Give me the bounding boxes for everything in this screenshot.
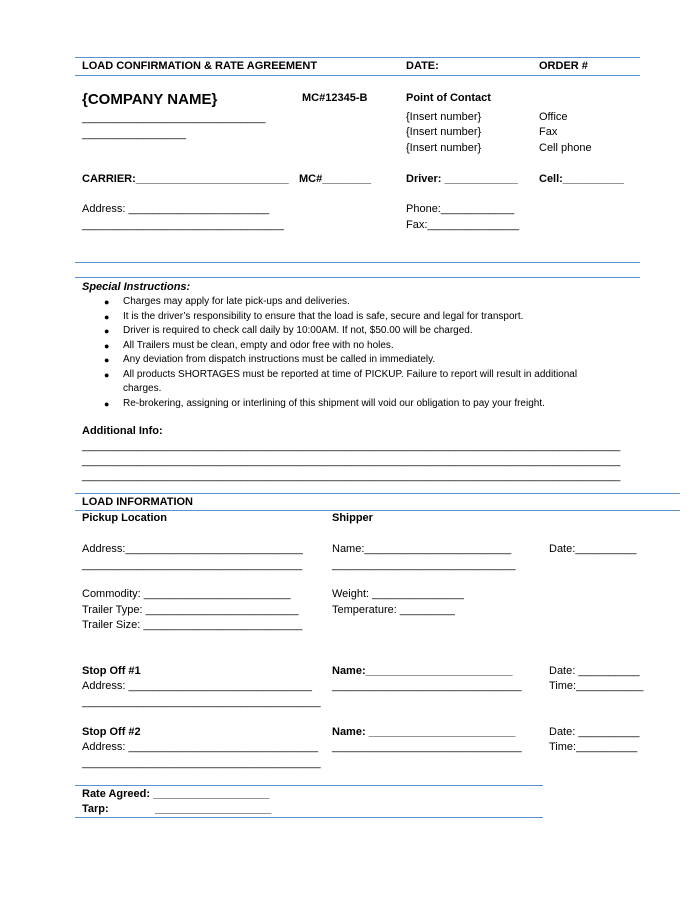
contact-fax-label: Fax	[539, 126, 558, 138]
contact-cell-number: {Insert number}	[406, 142, 482, 154]
shipper-name-line-2[interactable]: ______________________________	[332, 559, 516, 571]
header-bottom-rule	[75, 75, 640, 76]
additional-info-line-1[interactable]: ________________________________________________________________________________________	[82, 440, 621, 452]
stop-off-2-name-field[interactable]: Name: ________________________	[332, 726, 516, 738]
carrier-bottom-rule-1	[75, 262, 640, 263]
bullet-icon: ●	[104, 326, 110, 336]
bullet-icon: ●	[104, 370, 110, 380]
tarp-label: Tarp:	[82, 803, 109, 815]
contact-cell-label: Cell phone	[539, 142, 592, 154]
stop-off-1-date-field[interactable]: Date: __________	[549, 665, 640, 677]
load-info-title: LOAD INFORMATION	[82, 496, 194, 508]
stop-off-2-address-field[interactable]: Address: _______________________________	[82, 741, 319, 753]
point-of-contact-title: Point of Contact	[406, 92, 491, 104]
form-title: LOAD CONFIRMATION & RATE AGREEMENT	[82, 60, 318, 72]
shipper-name-field[interactable]: Name:________________________	[332, 543, 512, 555]
stop-off-2-time-field[interactable]: Time:__________	[549, 741, 638, 753]
instruction-item: Re-brokering, assigning or interlining of this shipment will void our obligation to pay your freight.	[123, 398, 545, 409]
company-mc-number: MC#12345-B	[302, 92, 368, 104]
pickup-address-field[interactable]: Address:_____________________________	[82, 543, 303, 555]
bullet-icon: ●	[104, 399, 110, 409]
carrier-mc-field[interactable]: MC#________	[299, 173, 372, 185]
commodity-field[interactable]: Commodity: ________________________	[82, 588, 291, 600]
trailer-size-field[interactable]: Trailer Size: __________________________	[82, 619, 303, 631]
carrier-fax-field[interactable]: Fax:_______________	[406, 219, 520, 231]
instruction-item: Driver is required to check call daily by 10:00AM. If not, $50.00 will be charged.	[123, 325, 473, 336]
header-top-rule	[75, 57, 640, 58]
stop-off-1-title: Stop Off #1	[82, 665, 141, 677]
rate-agreed-field[interactable]: Rate Agreed: ___________________	[82, 788, 270, 800]
driver-field[interactable]: Driver: ____________	[406, 173, 518, 185]
contact-fax-number: {Insert number}	[406, 126, 482, 138]
cell-field[interactable]: Cell:__________	[539, 173, 625, 185]
tarp-field[interactable]: ___________________	[155, 803, 272, 815]
company-address-line-1: ______________________________	[82, 112, 266, 124]
instruction-item: All Trailers must be clean, empty and odor free with no holes.	[123, 340, 394, 351]
bullet-icon: ●	[104, 341, 110, 351]
date-label: DATE:	[406, 60, 439, 72]
stop-off-1-name-line-2[interactable]: _______________________________	[332, 680, 522, 692]
load-info-top-rule	[75, 493, 680, 494]
stop-off-1-name-field[interactable]: Name:________________________	[332, 665, 513, 677]
stop-off-2-name-line-2[interactable]: _______________________________	[332, 741, 522, 753]
load-info-bottom-rule	[75, 510, 680, 511]
carrier-bottom-rule-2	[75, 277, 640, 278]
carrier-address-line-2[interactable]: _________________________________	[82, 219, 284, 231]
company-name: {COMPANY NAME}	[82, 91, 218, 108]
pickup-date-field[interactable]: Date:__________	[549, 543, 637, 555]
carrier-address-field[interactable]: Address: _______________________	[82, 203, 270, 215]
stop-off-1-time-field[interactable]: Time:___________	[549, 680, 644, 692]
additional-info-line-2[interactable]: ________________________________________________________________________________________	[82, 455, 621, 467]
company-address-line-2: _________________	[82, 128, 187, 140]
rate-bottom-rule	[75, 817, 543, 818]
carrier-field[interactable]: CARRIER:_________________________	[82, 173, 289, 185]
instruction-item: Charges may apply for late pick-ups and deliveries.	[123, 296, 350, 307]
contact-office-label: Office	[539, 111, 568, 123]
special-instructions-title: Special Instructions:	[82, 281, 191, 293]
bullet-icon: ●	[104, 312, 110, 322]
contact-office-number: {Insert number}	[406, 111, 482, 123]
stop-off-2-date-field[interactable]: Date: __________	[549, 726, 640, 738]
weight-field[interactable]: Weight: _______________	[332, 588, 464, 600]
stop-off-1-address-field[interactable]: Address: ______________________________	[82, 680, 312, 692]
temperature-field[interactable]: Temperature: _________	[332, 604, 455, 616]
trailer-type-field[interactable]: Trailer Type: _________________________	[82, 604, 299, 616]
additional-info-line-3[interactable]: ________________________________________________________________________________________	[82, 470, 621, 482]
bullet-icon: ●	[104, 297, 110, 307]
stop-off-2-title: Stop Off #2	[82, 726, 141, 738]
order-label: ORDER #	[539, 60, 588, 72]
additional-info-title: Additional Info:	[82, 425, 163, 437]
instruction-item-continued: charges.	[123, 383, 162, 394]
pickup-address-line-2[interactable]: ____________________________________	[82, 559, 303, 571]
stop-off-2-address-line-2[interactable]: _______________________________________	[82, 757, 321, 769]
instruction-item: All products SHORTAGES must be reported at time of PICKUP. Failure to report will result in additional	[123, 369, 578, 380]
pickup-location-label: Pickup Location	[82, 512, 167, 524]
instruction-item: It is the driver’s responsibility to ensure that the load is safe, secure and legal for transport.	[123, 311, 524, 322]
stop-off-1-address-line-2[interactable]: _______________________________________	[82, 696, 321, 708]
bullet-icon: ●	[104, 355, 110, 365]
rate-top-rule	[75, 785, 543, 786]
carrier-phone-field[interactable]: Phone:____________	[406, 203, 515, 215]
shipper-label: Shipper	[332, 512, 373, 524]
instruction-item: Any deviation from dispatch instructions must be called in immediately.	[123, 354, 436, 365]
